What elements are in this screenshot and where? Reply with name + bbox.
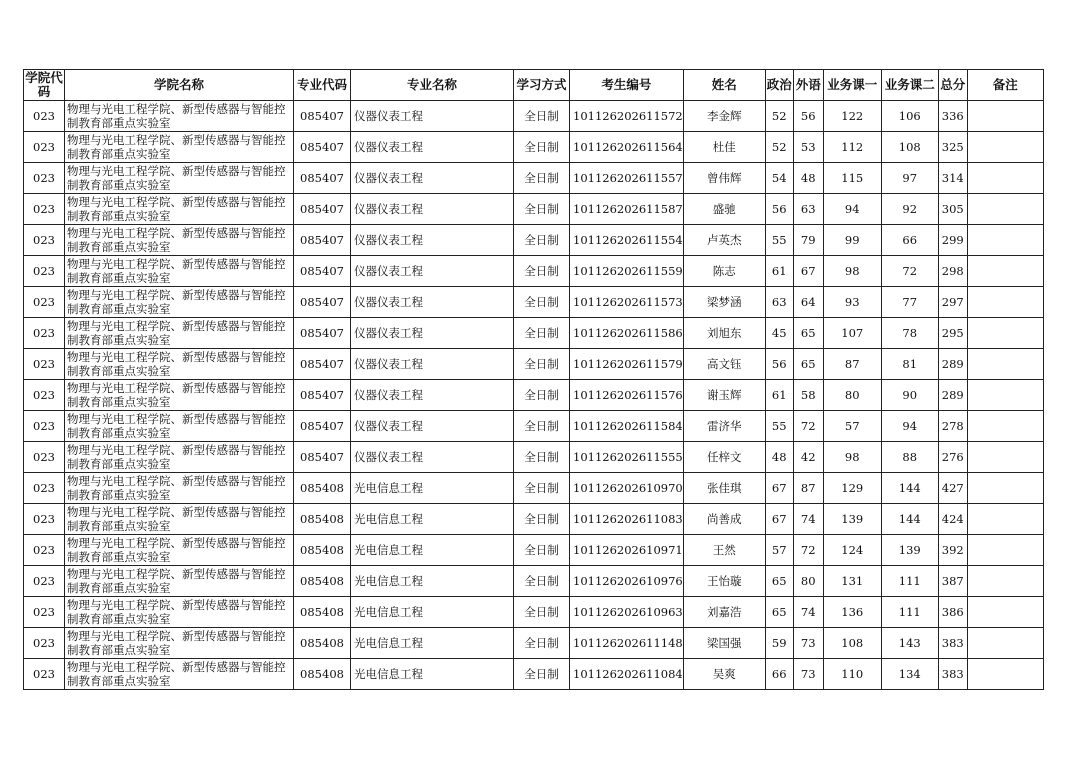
total-score-cell: 314 — [938, 163, 967, 194]
name-cell: 吴爽 — [683, 659, 765, 690]
total-score-cell: 289 — [938, 349, 967, 380]
major-name-cell: 仪器仪表工程 — [351, 442, 514, 473]
total-score-cell: 289 — [938, 380, 967, 411]
major-code-cell: 085407 — [294, 101, 351, 132]
course1-score-cell: 139 — [823, 504, 881, 535]
total-score-cell: 295 — [938, 318, 967, 349]
remarks-cell — [967, 256, 1043, 287]
major-name-cell: 仪器仪表工程 — [351, 132, 514, 163]
name-cell: 陈志 — [683, 256, 765, 287]
foreign-lang-score-cell: 42 — [793, 442, 823, 473]
major-name-cell: 光电信息工程 — [351, 504, 514, 535]
major-code-cell: 085408 — [294, 597, 351, 628]
major-name-cell: 仪器仪表工程 — [351, 318, 514, 349]
study-mode-cell: 全日制 — [514, 163, 570, 194]
table-row — [24, 287, 1044, 318]
total-score-cell: 386 — [938, 597, 967, 628]
study-mode-cell: 全日制 — [514, 287, 570, 318]
foreign-lang-score-cell: 58 — [793, 380, 823, 411]
major-name-cell: 仪器仪表工程 — [351, 256, 514, 287]
foreign-lang-score-cell: 56 — [793, 101, 823, 132]
header-remarks: 备注 — [967, 70, 1043, 101]
course1-score-cell: 98 — [823, 442, 881, 473]
exam-id-cell: 101126202611579 — [570, 349, 684, 380]
table-row — [24, 659, 1044, 690]
study-mode-cell: 全日制 — [514, 256, 570, 287]
foreign-lang-score-cell: 80 — [793, 566, 823, 597]
foreign-lang-score-cell: 73 — [793, 659, 823, 690]
college-name-cell: 物理与光电工程学院、新型传感器与智能控制教育部重点实验室 — [65, 194, 294, 225]
college-code-cell: 023 — [24, 349, 65, 380]
major-name-cell: 光电信息工程 — [351, 535, 514, 566]
course2-score-cell: 94 — [881, 411, 938, 442]
major-name-cell: 光电信息工程 — [351, 597, 514, 628]
course1-score-cell: 108 — [823, 628, 881, 659]
politics-score-cell: 67 — [765, 504, 793, 535]
major-code-cell: 085408 — [294, 566, 351, 597]
major-name-cell: 仪器仪表工程 — [351, 163, 514, 194]
course2-score-cell: 78 — [881, 318, 938, 349]
table-row — [24, 566, 1044, 597]
course2-score-cell: 92 — [881, 194, 938, 225]
table-row — [24, 256, 1044, 287]
course1-score-cell: 110 — [823, 659, 881, 690]
total-score-cell: 276 — [938, 442, 967, 473]
remarks-cell — [967, 132, 1043, 163]
major-code-cell: 085408 — [294, 535, 351, 566]
name-cell: 雷济华 — [683, 411, 765, 442]
major-code-cell: 085407 — [294, 380, 351, 411]
course2-score-cell: 144 — [881, 504, 938, 535]
college-code-cell: 023 — [24, 287, 65, 318]
course2-score-cell: 139 — [881, 535, 938, 566]
exam-id-cell: 101126202611559 — [570, 256, 684, 287]
major-code-cell: 085407 — [294, 132, 351, 163]
major-name-cell: 光电信息工程 — [351, 628, 514, 659]
study-mode-cell: 全日制 — [514, 349, 570, 380]
college-code-cell: 023 — [24, 163, 65, 194]
college-name-cell: 物理与光电工程学院、新型传感器与智能控制教育部重点实验室 — [65, 287, 294, 318]
course1-score-cell: 122 — [823, 101, 881, 132]
college-code-cell: 023 — [24, 101, 65, 132]
exam-id-cell: 101126202611555 — [570, 442, 684, 473]
study-mode-cell: 全日制 — [514, 194, 570, 225]
total-score-cell: 325 — [938, 132, 967, 163]
total-score-cell: 424 — [938, 504, 967, 535]
college-code-cell: 023 — [24, 504, 65, 535]
total-score-cell: 383 — [938, 659, 967, 690]
college-code-cell: 023 — [24, 535, 65, 566]
course1-score-cell: 93 — [823, 287, 881, 318]
course2-score-cell: 66 — [881, 225, 938, 256]
politics-score-cell: 59 — [765, 628, 793, 659]
major-name-cell: 仪器仪表工程 — [351, 349, 514, 380]
politics-score-cell: 65 — [765, 566, 793, 597]
table-row — [24, 597, 1044, 628]
foreign-lang-score-cell: 67 — [793, 256, 823, 287]
header-course2: 业务课二 — [881, 70, 938, 101]
major-name-cell: 光电信息工程 — [351, 473, 514, 504]
remarks-cell — [967, 101, 1043, 132]
exam-id-cell: 101126202611576 — [570, 380, 684, 411]
remarks-cell — [967, 566, 1043, 597]
foreign-lang-score-cell: 87 — [793, 473, 823, 504]
header-total: 总分 — [938, 70, 967, 101]
politics-score-cell: 56 — [765, 349, 793, 380]
college-code-cell: 023 — [24, 256, 65, 287]
course2-score-cell: 88 — [881, 442, 938, 473]
college-name-cell: 物理与光电工程学院、新型传感器与智能控制教育部重点实验室 — [65, 101, 294, 132]
exam-id-cell: 101126202611586 — [570, 318, 684, 349]
course1-score-cell: 87 — [823, 349, 881, 380]
major-code-cell: 085407 — [294, 225, 351, 256]
college-name-cell: 物理与光电工程学院、新型传感器与智能控制教育部重点实验室 — [65, 597, 294, 628]
politics-score-cell: 54 — [765, 163, 793, 194]
header-college-code: 学院代码 — [25, 70, 63, 99]
course2-score-cell: 72 — [881, 256, 938, 287]
exam-id-cell: 101126202611572 — [570, 101, 684, 132]
exam-id-cell: 101126202611587 — [570, 194, 684, 225]
course1-score-cell: 124 — [823, 535, 881, 566]
exam-id-cell: 101126202611557 — [570, 163, 684, 194]
exam-id-cell: 101126202611573 — [570, 287, 684, 318]
foreign-lang-score-cell: 74 — [793, 597, 823, 628]
college-code-cell: 023 — [24, 132, 65, 163]
remarks-cell — [967, 287, 1043, 318]
course1-score-cell: 129 — [823, 473, 881, 504]
study-mode-cell: 全日制 — [514, 659, 570, 690]
college-name-cell: 物理与光电工程学院、新型传感器与智能控制教育部重点实验室 — [65, 163, 294, 194]
study-mode-cell: 全日制 — [514, 628, 570, 659]
major-code-cell: 085407 — [294, 287, 351, 318]
exam-id-cell: 101126202611584 — [570, 411, 684, 442]
course2-score-cell: 111 — [881, 597, 938, 628]
course2-score-cell: 77 — [881, 287, 938, 318]
table-row — [24, 628, 1044, 659]
header-exam-id: 考生编号 — [570, 70, 684, 101]
remarks-cell — [967, 628, 1043, 659]
course2-score-cell: 144 — [881, 473, 938, 504]
exam-id-cell: 101126202611564 — [570, 132, 684, 163]
course2-score-cell: 108 — [881, 132, 938, 163]
major-name-cell: 光电信息工程 — [351, 566, 514, 597]
study-mode-cell: 全日制 — [514, 597, 570, 628]
foreign-lang-score-cell: 74 — [793, 504, 823, 535]
table-row — [24, 101, 1044, 132]
table-row — [24, 318, 1044, 349]
remarks-cell — [967, 349, 1043, 380]
total-score-cell: 383 — [938, 628, 967, 659]
major-code-cell: 085408 — [294, 473, 351, 504]
foreign-lang-score-cell: 64 — [793, 287, 823, 318]
table-row — [24, 163, 1044, 194]
college-code-cell: 023 — [24, 659, 65, 690]
study-mode-cell: 全日制 — [514, 442, 570, 473]
header-college-name: 学院名称 — [65, 70, 294, 101]
course1-score-cell: 131 — [823, 566, 881, 597]
college-name-cell: 物理与光电工程学院、新型传感器与智能控制教育部重点实验室 — [65, 132, 294, 163]
major-code-cell: 085407 — [294, 349, 351, 380]
college-name-cell: 物理与光电工程学院、新型传感器与智能控制教育部重点实验室 — [65, 535, 294, 566]
college-name-cell: 物理与光电工程学院、新型传感器与智能控制教育部重点实验室 — [65, 225, 294, 256]
study-mode-cell: 全日制 — [514, 504, 570, 535]
name-cell: 梁梦涵 — [683, 287, 765, 318]
name-cell: 曾伟辉 — [683, 163, 765, 194]
foreign-lang-score-cell: 63 — [793, 194, 823, 225]
table-row — [24, 349, 1044, 380]
total-score-cell: 298 — [938, 256, 967, 287]
remarks-cell — [967, 659, 1043, 690]
table-row — [24, 504, 1044, 535]
study-mode-cell: 全日制 — [514, 132, 570, 163]
college-code-cell: 023 — [24, 597, 65, 628]
name-cell: 盛驰 — [683, 194, 765, 225]
major-name-cell: 仪器仪表工程 — [351, 411, 514, 442]
course2-score-cell: 81 — [881, 349, 938, 380]
college-name-cell: 物理与光电工程学院、新型传感器与智能控制教育部重点实验室 — [65, 659, 294, 690]
remarks-cell — [967, 442, 1043, 473]
total-score-cell: 392 — [938, 535, 967, 566]
study-mode-cell: 全日制 — [514, 380, 570, 411]
header-politics: 政治 — [765, 70, 793, 101]
table-row — [24, 473, 1044, 504]
politics-score-cell: 55 — [765, 225, 793, 256]
politics-score-cell: 52 — [765, 101, 793, 132]
study-mode-cell: 全日制 — [514, 566, 570, 597]
college-code-cell: 023 — [24, 473, 65, 504]
header-major-name: 专业名称 — [351, 70, 514, 101]
course1-score-cell: 80 — [823, 380, 881, 411]
name-cell: 张佳琪 — [683, 473, 765, 504]
course1-score-cell: 99 — [823, 225, 881, 256]
politics-score-cell: 61 — [765, 380, 793, 411]
remarks-cell — [967, 535, 1043, 566]
total-score-cell: 336 — [938, 101, 967, 132]
remarks-cell — [967, 225, 1043, 256]
major-code-cell: 085408 — [294, 659, 351, 690]
course2-score-cell: 111 — [881, 566, 938, 597]
table-row — [24, 132, 1044, 163]
college-code-cell: 023 — [24, 411, 65, 442]
politics-score-cell: 66 — [765, 659, 793, 690]
foreign-lang-score-cell: 72 — [793, 535, 823, 566]
course2-score-cell: 134 — [881, 659, 938, 690]
foreign-lang-score-cell: 65 — [793, 318, 823, 349]
total-score-cell: 387 — [938, 566, 967, 597]
course1-score-cell: 115 — [823, 163, 881, 194]
foreign-lang-score-cell: 72 — [793, 411, 823, 442]
course2-score-cell: 143 — [881, 628, 938, 659]
name-cell: 刘旭东 — [683, 318, 765, 349]
major-name-cell: 仪器仪表工程 — [351, 380, 514, 411]
name-cell: 卢英杰 — [683, 225, 765, 256]
name-cell: 尚善成 — [683, 504, 765, 535]
name-cell: 王然 — [683, 535, 765, 566]
remarks-cell — [967, 380, 1043, 411]
study-mode-cell: 全日制 — [514, 318, 570, 349]
exam-id-cell: 101126202611083 — [570, 504, 684, 535]
politics-score-cell: 55 — [765, 411, 793, 442]
study-mode-cell: 全日制 — [514, 225, 570, 256]
major-code-cell: 085408 — [294, 628, 351, 659]
foreign-lang-score-cell: 73 — [793, 628, 823, 659]
header-study-mode: 学习方式 — [514, 70, 570, 101]
course2-score-cell: 97 — [881, 163, 938, 194]
college-code-cell: 023 — [24, 225, 65, 256]
foreign-lang-score-cell: 48 — [793, 163, 823, 194]
table-row — [24, 535, 1044, 566]
college-name-cell: 物理与光电工程学院、新型传感器与智能控制教育部重点实验室 — [65, 318, 294, 349]
total-score-cell: 305 — [938, 194, 967, 225]
study-mode-cell: 全日制 — [514, 473, 570, 504]
college-name-cell: 物理与光电工程学院、新型传感器与智能控制教育部重点实验室 — [65, 566, 294, 597]
major-code-cell: 085407 — [294, 318, 351, 349]
name-cell: 高文钰 — [683, 349, 765, 380]
remarks-cell — [967, 597, 1043, 628]
college-name-cell: 物理与光电工程学院、新型传感器与智能控制教育部重点实验室 — [65, 256, 294, 287]
table-row — [24, 380, 1044, 411]
major-name-cell: 仪器仪表工程 — [351, 194, 514, 225]
college-name-cell: 物理与光电工程学院、新型传感器与智能控制教育部重点实验室 — [65, 442, 294, 473]
college-code-cell: 023 — [24, 194, 65, 225]
politics-score-cell: 61 — [765, 256, 793, 287]
exam-id-cell: 101126202610963 — [570, 597, 684, 628]
header-foreign-lang: 外语 — [793, 70, 823, 101]
politics-score-cell: 67 — [765, 473, 793, 504]
course1-score-cell: 136 — [823, 597, 881, 628]
header-name: 姓名 — [683, 70, 765, 101]
name-cell: 任梓文 — [683, 442, 765, 473]
remarks-cell — [967, 473, 1043, 504]
name-cell: 李金辉 — [683, 101, 765, 132]
major-code-cell: 085407 — [294, 194, 351, 225]
remarks-cell — [967, 194, 1043, 225]
politics-score-cell: 48 — [765, 442, 793, 473]
politics-score-cell: 56 — [765, 194, 793, 225]
header-major-code: 专业代码 — [294, 70, 351, 101]
foreign-lang-score-cell: 53 — [793, 132, 823, 163]
exam-id-cell: 101126202611148 — [570, 628, 684, 659]
college-code-cell: 023 — [24, 566, 65, 597]
politics-score-cell: 52 — [765, 132, 793, 163]
study-mode-cell: 全日制 — [514, 411, 570, 442]
total-score-cell: 427 — [938, 473, 967, 504]
table-row — [24, 442, 1044, 473]
college-name-cell: 物理与光电工程学院、新型传感器与智能控制教育部重点实验室 — [65, 380, 294, 411]
course2-score-cell: 90 — [881, 380, 938, 411]
name-cell: 刘嘉浩 — [683, 597, 765, 628]
politics-score-cell: 45 — [765, 318, 793, 349]
college-code-cell: 023 — [24, 380, 65, 411]
course2-score-cell: 106 — [881, 101, 938, 132]
exam-id-cell: 101126202610970 — [570, 473, 684, 504]
header-course1: 业务课一 — [823, 70, 881, 101]
remarks-cell — [967, 504, 1043, 535]
name-cell: 杜佳 — [683, 132, 765, 163]
name-cell: 梁国强 — [683, 628, 765, 659]
major-code-cell: 085407 — [294, 256, 351, 287]
major-code-cell: 085408 — [294, 504, 351, 535]
study-mode-cell: 全日制 — [514, 101, 570, 132]
politics-score-cell: 63 — [765, 287, 793, 318]
major-name-cell: 仪器仪表工程 — [351, 101, 514, 132]
course1-score-cell: 107 — [823, 318, 881, 349]
total-score-cell: 299 — [938, 225, 967, 256]
major-code-cell: 085407 — [294, 411, 351, 442]
course1-score-cell: 112 — [823, 132, 881, 163]
exam-id-cell: 101126202611084 — [570, 659, 684, 690]
table-row — [24, 225, 1044, 256]
college-name-cell: 物理与光电工程学院、新型传感器与智能控制教育部重点实验室 — [65, 411, 294, 442]
score-table — [23, 69, 1044, 690]
major-code-cell: 085407 — [294, 442, 351, 473]
major-name-cell: 仪器仪表工程 — [351, 287, 514, 318]
major-code-cell: 085407 — [294, 163, 351, 194]
politics-score-cell: 65 — [765, 597, 793, 628]
course1-score-cell: 94 — [823, 194, 881, 225]
college-name-cell: 物理与光电工程学院、新型传感器与智能控制教育部重点实验室 — [65, 628, 294, 659]
college-name-cell: 物理与光电工程学院、新型传感器与智能控制教育部重点实验室 — [65, 504, 294, 535]
exam-id-cell: 101126202610976 — [570, 566, 684, 597]
college-code-cell: 023 — [24, 628, 65, 659]
course1-score-cell: 57 — [823, 411, 881, 442]
foreign-lang-score-cell: 79 — [793, 225, 823, 256]
name-cell: 谢玉辉 — [683, 380, 765, 411]
remarks-cell — [967, 318, 1043, 349]
total-score-cell: 278 — [938, 411, 967, 442]
exam-id-cell: 101126202611554 — [570, 225, 684, 256]
total-score-cell: 297 — [938, 287, 967, 318]
remarks-cell — [967, 411, 1043, 442]
table-row — [24, 194, 1044, 225]
major-name-cell: 光电信息工程 — [351, 659, 514, 690]
header-row — [24, 70, 1044, 101]
table-row — [24, 411, 1044, 442]
college-name-cell: 物理与光电工程学院、新型传感器与智能控制教育部重点实验室 — [65, 349, 294, 380]
exam-id-cell: 101126202610971 — [570, 535, 684, 566]
course1-score-cell: 98 — [823, 256, 881, 287]
college-code-cell: 023 — [24, 318, 65, 349]
foreign-lang-score-cell: 65 — [793, 349, 823, 380]
major-name-cell: 仪器仪表工程 — [351, 225, 514, 256]
college-code-cell: 023 — [24, 442, 65, 473]
politics-score-cell: 57 — [765, 535, 793, 566]
study-mode-cell: 全日制 — [514, 535, 570, 566]
remarks-cell — [967, 163, 1043, 194]
college-name-cell: 物理与光电工程学院、新型传感器与智能控制教育部重点实验室 — [65, 473, 294, 504]
name-cell: 王怡璇 — [683, 566, 765, 597]
